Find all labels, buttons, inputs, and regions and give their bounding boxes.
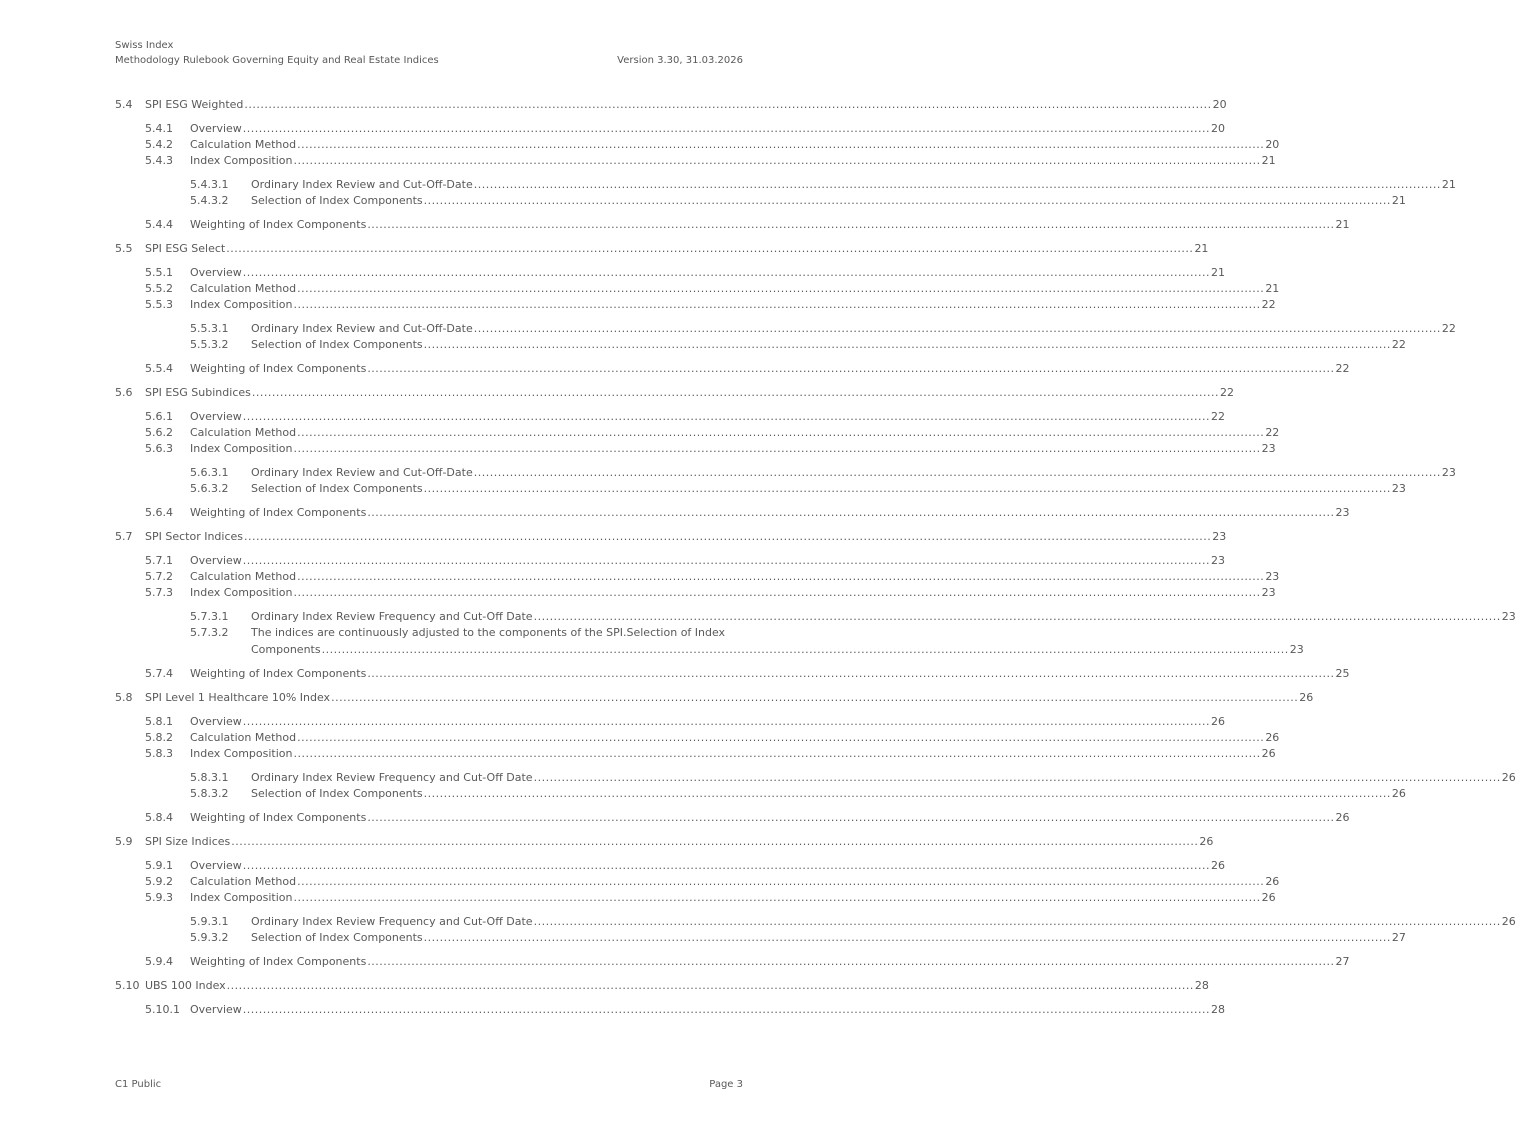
toc-entry-number: 5.7.1: [145, 554, 173, 567]
toc-dot-leader: [293, 585, 1260, 601]
toc-entry[interactable]: [115, 746, 1276, 762]
toc-entry[interactable]: [115, 529, 1227, 545]
toc-entry-page: 23: [1261, 586, 1276, 599]
toc-entry-page: 26: [1210, 715, 1225, 728]
toc-entry-number: 5.4.1: [145, 122, 173, 135]
toc-dot-leader: [424, 786, 1391, 802]
toc-entry-title: Selection of Index Components: [251, 787, 423, 800]
toc-entry-title: Weighting of Index Components: [190, 667, 367, 680]
toc-entry-page: 23: [1391, 482, 1406, 495]
page-footer: [115, 1079, 743, 1090]
toc-entry-number: 5.6.3.1: [190, 466, 229, 479]
toc-entry-page: 27: [1391, 931, 1406, 944]
toc-entry-number: 5.8: [115, 691, 133, 704]
footer-classification: C1 Public: [115, 1079, 162, 1090]
toc-entry-title: Ordinary Index Review Frequency and Cut-Off Date: [251, 771, 533, 784]
toc-entry[interactable]: [115, 810, 1350, 826]
toc-entry-page: 23: [1265, 570, 1280, 583]
toc-entry-number: 5.4.2: [145, 138, 173, 151]
toc-entry[interactable]: [115, 553, 1225, 569]
toc-entry[interactable]: [115, 481, 1406, 497]
toc-entry-title: Weighting of Index Components: [190, 218, 367, 231]
toc-entry-page: 21: [1391, 194, 1406, 207]
toc-entry-number: 5.8.1: [145, 715, 173, 728]
toc-entry-page: 23: [1210, 554, 1225, 567]
toc-dot-leader: [297, 730, 1264, 746]
toc-entry-title: Index Composition: [190, 891, 293, 904]
toc-dot-leader: [297, 281, 1264, 297]
header-version: Version 3.30, 31.03.2026: [617, 55, 743, 66]
toc-entry-page: 21: [1335, 218, 1350, 231]
toc-entry-page: 20: [1212, 98, 1227, 111]
toc-dot-leader: [424, 481, 1391, 497]
toc-entry-title: Calculation Method: [190, 426, 297, 439]
toc-entry-title: Overview: [190, 554, 242, 567]
toc-entry-number: 5.6.3: [145, 442, 173, 455]
toc-entry-page: 26: [1210, 859, 1225, 872]
toc-entry[interactable]: [115, 666, 1350, 682]
toc-entry-number: 5.5.4: [145, 362, 173, 375]
toc-dot-leader: [231, 834, 1198, 850]
toc-entry-title: Index Composition: [190, 747, 293, 760]
toc-entry-title: Index Composition: [190, 586, 293, 599]
toc-entry-page: 26: [1501, 915, 1516, 928]
toc-dot-leader: [243, 1002, 1210, 1018]
toc-dot-leader: [243, 121, 1210, 137]
toc-entry-page: 23: [1212, 530, 1227, 543]
toc-entry-number: 5.9.1: [145, 859, 173, 872]
toc-entry-number: 5.6.1: [145, 410, 173, 423]
toc-entry-title: Ordinary Index Review Frequency and Cut-Off Date: [251, 915, 533, 928]
header-company: Swiss Index: [115, 40, 174, 51]
toc-entry-title: SPI ESG Weighted: [145, 98, 244, 111]
toc-entry[interactable]: [115, 834, 1214, 850]
toc-entry-title: Weighting of Index Components: [190, 506, 367, 519]
toc-dot-leader: [474, 465, 1441, 481]
toc-entry[interactable]: [115, 505, 1350, 521]
toc-entry-number: 5.9.3.1: [190, 915, 229, 928]
toc-entry-page: 23: [1261, 442, 1276, 455]
toc-dot-leader: [297, 569, 1264, 585]
toc-entry[interactable]: [115, 425, 1280, 441]
toc-entry-page: 26: [1261, 747, 1276, 760]
toc-entry-number: 5.4.4: [145, 218, 173, 231]
toc-dot-leader: [227, 978, 1194, 994]
toc-entry-title: Ordinary Index Review Frequency and Cut-Off Date: [251, 610, 533, 623]
toc-entry-title: Overview: [190, 715, 242, 728]
toc-entry-page: 26: [1261, 891, 1276, 904]
toc-entry-number: 5.10.1: [145, 1003, 180, 1016]
toc-dot-leader: [297, 874, 1264, 890]
toc-entry[interactable]: [115, 97, 1227, 113]
toc-entry-page: 28: [1194, 979, 1209, 992]
toc-entry[interactable]: [115, 714, 1225, 730]
toc-entry-page: 25: [1335, 667, 1350, 680]
toc-entry-page: 26: [1199, 835, 1214, 848]
toc-entry-title: Overview: [190, 859, 242, 872]
toc-entry[interactable]: [115, 858, 1225, 874]
toc-entry-page: 21: [1194, 242, 1209, 255]
toc-entry[interactable]: [115, 930, 1406, 946]
toc-entry[interactable]: [115, 609, 1516, 625]
toc-entry-title-continued: Components: [251, 643, 321, 656]
toc-entry-title: Selection of Index Components: [251, 338, 423, 351]
toc-dot-leader: [297, 137, 1264, 153]
toc-entry-page: 26: [1501, 771, 1516, 784]
toc-dot-leader: [293, 297, 1260, 313]
toc-dot-leader: [534, 914, 1501, 930]
toc-dot-leader: [367, 810, 1334, 826]
toc-dot-leader: [244, 97, 1211, 113]
toc-entry-number: 5.5.3.1: [190, 322, 229, 335]
toc-entry-number: 5.7.2: [145, 570, 173, 583]
toc-entry-page: 21: [1441, 178, 1456, 191]
toc-entry-title: Overview: [190, 266, 242, 279]
toc-dot-leader: [424, 930, 1391, 946]
toc-entry-number: 5.8.3.2: [190, 787, 229, 800]
toc-dot-leader: [243, 553, 1210, 569]
toc-entry[interactable]: [115, 217, 1350, 233]
toc-entry-page: 26: [1299, 691, 1314, 704]
toc-dot-leader: [367, 505, 1334, 521]
toc-entry-number: 5.7.3: [145, 586, 173, 599]
toc-entry[interactable]: [115, 177, 1456, 193]
toc-entry-title: Overview: [190, 1003, 242, 1016]
toc-dot-leader: [293, 153, 1260, 169]
toc-dot-leader: [226, 241, 1193, 257]
toc-entry[interactable]: [115, 730, 1280, 746]
toc-entry-number: 5.4: [115, 98, 133, 111]
toc-entry-title: Weighting of Index Components: [190, 362, 367, 375]
toc-dot-leader: [293, 441, 1260, 457]
toc-entry-number: 5.5.3: [145, 298, 173, 311]
toc-entry-page: 26: [1265, 875, 1280, 888]
toc-entry-title: Selection of Index Components: [251, 931, 423, 944]
toc-entry-number: 5.5.2: [145, 282, 173, 295]
toc-entry[interactable]: [115, 441, 1276, 457]
toc-entry-title: Index Composition: [190, 298, 293, 311]
toc-entry[interactable]: [115, 121, 1225, 137]
toc-entry-number: 5.4.3.1: [190, 178, 229, 191]
toc-dot-leader: [534, 770, 1501, 786]
toc-entry[interactable]: [115, 241, 1209, 257]
toc-entry[interactable]: [115, 890, 1276, 906]
toc-entry-number: 5.5: [115, 242, 133, 255]
toc-dot-leader: [424, 337, 1391, 353]
toc-entry[interactable]: [115, 153, 1276, 169]
toc-entry-title: Weighting of Index Components: [190, 955, 367, 968]
toc-dot-leader: [297, 425, 1264, 441]
toc-entry-page: 23: [1289, 643, 1304, 656]
toc-entry-title: SPI Level 1 Healthcare 10% Index: [145, 691, 331, 704]
toc-entry-number: 5.8.2: [145, 731, 173, 744]
toc-entry-number: 5.6.3.2: [190, 482, 229, 495]
toc-entry[interactable]: [115, 978, 1209, 994]
toc-dot-leader: [474, 177, 1441, 193]
table-of-contents: [115, 97, 1516, 1018]
toc-entry-number: 5.8.3: [145, 747, 173, 760]
toc-entry-title: Overview: [190, 410, 242, 423]
footer-page-number: Page 3: [709, 1079, 743, 1090]
toc-entry-number: 5.9.4: [145, 955, 173, 968]
toc-dot-leader: [322, 642, 1289, 658]
toc-entry-title: Calculation Method: [190, 731, 297, 744]
toc-entry-number: 5.9.2: [145, 875, 173, 888]
toc-dot-leader: [367, 361, 1334, 377]
toc-dot-leader: [244, 529, 1211, 545]
toc-entry[interactable]: [115, 193, 1406, 209]
toc-entry-title: SPI ESG Subindices: [145, 386, 251, 399]
toc-entry[interactable]: [115, 281, 1280, 297]
toc-entry[interactable]: [115, 385, 1235, 401]
toc-dot-leader: [243, 265, 1210, 281]
toc-entry-page: 22: [1261, 298, 1276, 311]
toc-entry[interactable]: [115, 361, 1350, 377]
toc-entry[interactable]: [115, 137, 1280, 153]
toc-entry-page: 28: [1210, 1003, 1225, 1016]
toc-entry-number: 5.4.3: [145, 154, 173, 167]
toc-entry-number: 5.5.3.2: [190, 338, 229, 351]
toc-entry-title: Overview: [190, 122, 242, 135]
toc-entry-page: 21: [1265, 282, 1280, 295]
page-header: [115, 38, 743, 68]
toc-entry-title: Selection of Index Components: [251, 482, 423, 495]
toc-entry-number: 5.4.3.2: [190, 194, 229, 207]
toc-entry-number: 5.7.4: [145, 667, 173, 680]
toc-entry-title: The indices are continuously adjusted to the components of the SPI.Selection of Index: [251, 626, 726, 639]
toc-entry-number: 5.8.4: [145, 811, 173, 824]
toc-entry[interactable]: [115, 770, 1516, 786]
toc-entry[interactable]: [115, 914, 1516, 930]
header-doc-title: Methodology Rulebook Governing Equity and Real Estate Indices: [115, 55, 439, 66]
toc-entry-page: 22: [1441, 322, 1456, 335]
toc-dot-leader: [243, 714, 1210, 730]
toc-dot-leader: [367, 666, 1334, 682]
toc-dot-leader: [293, 890, 1260, 906]
toc-dot-leader: [252, 385, 1219, 401]
toc-dot-leader: [367, 217, 1334, 233]
toc-entry-title: Selection of Index Components: [251, 194, 423, 207]
toc-entry-title: Calculation Method: [190, 875, 297, 888]
toc-entry[interactable]: [115, 1002, 1225, 1018]
toc-dot-leader: [367, 954, 1334, 970]
toc-dot-leader: [424, 193, 1391, 209]
toc-entry[interactable]: [115, 337, 1406, 353]
toc-entry-number: 5.7: [115, 530, 133, 543]
toc-entry-page: 21: [1210, 266, 1225, 279]
toc-dot-leader: [243, 858, 1210, 874]
toc-entry-page: 21: [1261, 154, 1276, 167]
toc-entry[interactable]: [115, 874, 1280, 890]
toc-entry[interactable]: [115, 321, 1456, 337]
toc-entry-number: 5.9.3.2: [190, 931, 229, 944]
toc-entry-title: Calculation Method: [190, 138, 297, 151]
toc-entry-title: Index Composition: [190, 154, 293, 167]
toc-entry-title: Index Composition: [190, 442, 293, 455]
toc-entry-title: Weighting of Index Components: [190, 811, 367, 824]
toc-entry-title: Ordinary Index Review and Cut-Off-Date: [251, 178, 473, 191]
toc-entry-number: 5.6.4: [145, 506, 173, 519]
toc-entry-number: 5.7.3.1: [190, 610, 229, 623]
toc-dot-leader: [331, 690, 1298, 706]
toc-entry-page: 20: [1265, 138, 1280, 151]
toc-entry[interactable]: [115, 585, 1276, 601]
toc-entry-page: 22: [1335, 362, 1350, 375]
toc-entry-title: Ordinary Index Review and Cut-Off-Date: [251, 322, 473, 335]
toc-entry-number: 5.6.2: [145, 426, 173, 439]
toc-entry[interactable]: [115, 690, 1314, 706]
toc-entry[interactable]: [115, 625, 1304, 658]
toc-entry-number: 5.9.3: [145, 891, 173, 904]
toc-entry-page: 22: [1265, 426, 1280, 439]
toc-entry-title: SPI Size Indices: [145, 835, 231, 848]
toc-dot-leader: [293, 746, 1260, 762]
toc-entry-title: Ordinary Index Review and Cut-Off-Date: [251, 466, 473, 479]
toc-entry[interactable]: [115, 265, 1225, 281]
toc-entry-page: 22: [1220, 386, 1235, 399]
toc-entry-page: 22: [1391, 338, 1406, 351]
toc-entry-number: 5.9: [115, 835, 133, 848]
toc-entry-title: SPI Sector Indices: [145, 530, 244, 543]
toc-dot-leader: [534, 609, 1501, 625]
toc-entry-title: Calculation Method: [190, 570, 297, 583]
toc-entry-page: 23: [1441, 466, 1456, 479]
toc-entry-title: Calculation Method: [190, 282, 297, 295]
toc-entry-page: 26: [1391, 787, 1406, 800]
toc-entry-page: 22: [1210, 410, 1225, 423]
toc-entry[interactable]: [115, 297, 1276, 313]
toc-entry-page: 26: [1265, 731, 1280, 744]
toc-entry-title: UBS 100 Index: [145, 979, 226, 992]
toc-entry-page: 20: [1210, 122, 1225, 135]
toc-dot-leader: [243, 409, 1210, 425]
toc-entry-number: 5.5.1: [145, 266, 173, 279]
toc-entry-page: 26: [1335, 811, 1350, 824]
toc-entry[interactable]: [115, 465, 1456, 481]
toc-entry-page: 27: [1335, 955, 1350, 968]
toc-entry-number: 5.8.3.1: [190, 771, 229, 784]
toc-dot-leader: [474, 321, 1441, 337]
toc-entry[interactable]: [115, 569, 1280, 585]
toc-entry-number: 5.10: [115, 979, 140, 992]
toc-entry[interactable]: [115, 409, 1225, 425]
toc-entry-number: 5.7.3.2: [190, 626, 229, 639]
toc-entry-page: 23: [1501, 610, 1516, 623]
toc-entry-page: 23: [1335, 506, 1350, 519]
toc-entry-number: 5.6: [115, 386, 133, 399]
toc-entry[interactable]: [115, 786, 1406, 802]
toc-entry-title: SPI ESG Select: [145, 242, 226, 255]
toc-entry[interactable]: [115, 954, 1350, 970]
